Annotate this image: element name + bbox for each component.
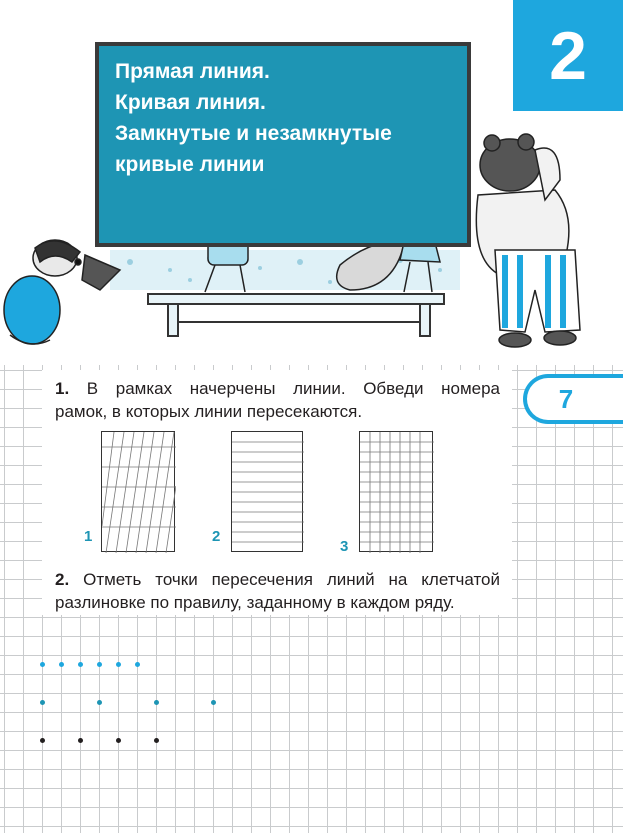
lesson-title	[115, 56, 392, 180]
task1-number: 1.	[55, 379, 70, 398]
intersection-dot	[97, 662, 102, 667]
lesson-title-line: Прямая линия.	[115, 60, 270, 83]
intersection-dot	[154, 700, 159, 705]
bench	[148, 294, 444, 336]
intersection-dot	[116, 738, 121, 743]
frame-1-label[interactable]: 1	[84, 528, 93, 545]
intersection-dot	[211, 700, 216, 705]
frame-3	[359, 431, 433, 552]
task2-text: Отметь точки пересечения линий на клетчатой	[83, 570, 500, 589]
lesson-title-line: Кривая линия.	[115, 91, 266, 114]
intersection-dot	[59, 662, 64, 667]
intersection-dot	[154, 738, 159, 743]
frame-2-label[interactable]: 2	[212, 528, 221, 545]
intersection-dot	[40, 662, 45, 667]
page-number: 7	[523, 374, 623, 424]
intersection-dot	[97, 700, 102, 705]
lesson-title-line: Замкнутые и незамкнутые	[115, 122, 392, 145]
frame-1	[101, 431, 175, 552]
task2-line2: разлиновке по правилу, заданному в каждом ряду.	[55, 593, 455, 612]
task1-line2: рамок, в которых линии пересекаются.	[55, 402, 363, 421]
intersection-dot	[78, 738, 83, 743]
intersection-dot	[135, 662, 140, 667]
frame-2	[231, 431, 303, 552]
task2-line1	[55, 568, 500, 591]
lesson-title-line: кривые линии	[115, 153, 265, 176]
intersection-dot	[78, 662, 83, 667]
raccoon-character	[4, 240, 120, 344]
intersection-dot	[116, 662, 121, 667]
blackboard	[95, 42, 471, 247]
chapter-number: 2	[513, 0, 623, 111]
task1-text: В рамках начерчены линии. Обведи номера	[86, 379, 500, 398]
intersection-dot	[40, 700, 45, 705]
intersection-dot	[40, 738, 45, 743]
task2-number: 2.	[55, 570, 70, 589]
bear-character	[476, 134, 580, 347]
frame-3-label[interactable]: 3	[340, 538, 349, 555]
task1-line1	[55, 377, 500, 400]
